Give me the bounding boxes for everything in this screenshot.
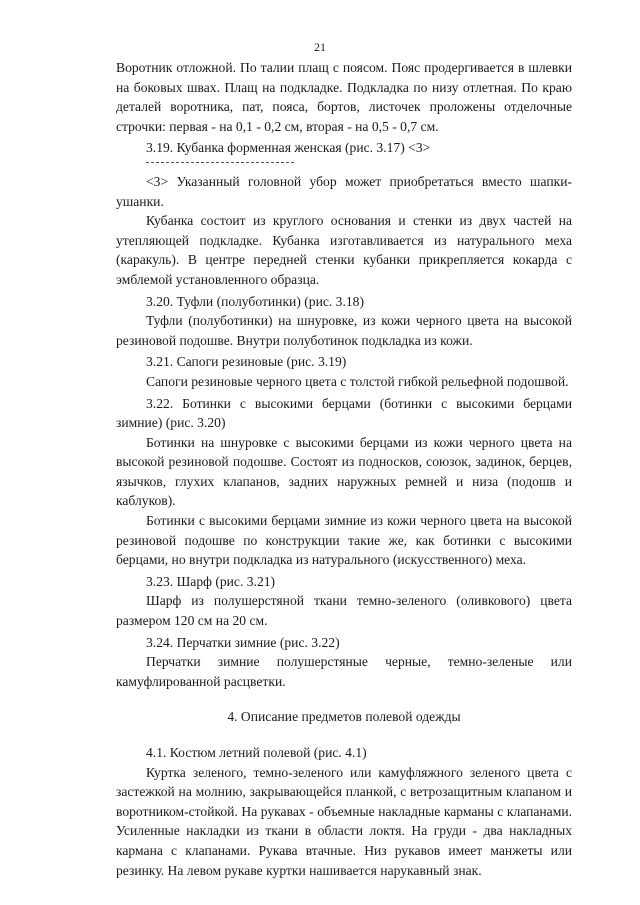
paragraph-3-20: Туфли (полуботинки) на шнуровке, из кожи черного цвета на высокой резиновой подошве. Внутри полуботинок подкладка из кожи. [116, 313, 572, 348]
document-body [116, 58, 572, 880]
heading-3-19: 3.19. Кубанка форменная женская (рис. 3.17) <3> [146, 140, 431, 156]
heading-3-21: 3.21. Сапоги резиновые (рис. 3.19) [146, 354, 347, 370]
paragraph-3-19: Кубанка состоит из круглого основания и стенки из двух частей на утепляющей подкладке. Кубанка изготавливается из натурального меха (каракуль). В центре передней стенки кубанки прикрепляется кокарда с эмблемой установленного образца. [116, 213, 572, 287]
paragraph-3-22-b: Ботинки с высокими берцами зимние из кожи черного цвета на высокой резиновой подошве по конструкции такие же, как ботинки с высокими берцами, но внутри подкладка из натурального (искусственного) меха. [116, 513, 572, 568]
heading-4-1: 4.1. Костюм летний полевой (рис. 4.1) [146, 745, 367, 760]
paragraph-3-22-a: Ботинки на шнуровке с высокими берцами из кожи черного цвета на высокой резиновой подошве. Состоят из подносков, союзок, задинок, берцев, язычков, глухих клапанов, задних наружных ремней и низа (подошв и каблуков). [116, 434, 572, 509]
paragraph-3-21: Сапоги резиновые черного цвета с толстой гибкой рельефной подошвой. [146, 373, 569, 389]
paragraph-coat-details: Воротник отложной. По талии плащ с поясом. Пояс продергивается в шлевки на боковых швах. Плащ на подкладке. Подкладка по низу отлетная. По краю деталей воротника, пат, пояса, бортов, листочек проложены отделочные строчки: первая - на 0,1 - 0,2 см, вторая - на 0,5 - 0,7 см. [116, 60, 572, 134]
heading-3-20: 3.20. Туфли (полуботинки) (рис. 3.18) [146, 293, 364, 309]
paragraph-3-24: Перчатки зимние полушерстяные черные, темно-зеленые или камуфлированной расцветки. [116, 654, 572, 689]
paragraph-3-23: Шарф из полушерстяной ткани темно-зеленого (оливкового) цвета размером 120 см на 20 см. [116, 593, 572, 629]
heading-3-24: 3.24. Перчатки зимние (рис. 3.22) [146, 634, 340, 650]
footnote-separator [116, 158, 572, 172]
heading-3-22: 3.22. Ботинки с высокими берцами (ботинки с высокими берцами зимние) (рис. 3.20) [116, 395, 572, 431]
page-number: 21 [314, 40, 326, 54]
footnote-3: <3> Указанный головной убор может приобретаться вместо шапки-ушанки. [116, 173, 572, 209]
heading-3-23: 3.23. Шарф (рис. 3.21) [146, 573, 276, 589]
section-4-title: 4. Описание предметов полевой одежды [227, 709, 461, 725]
paragraph-4-1: Куртка зеленого, темно-зеленого или камуфляжного зеленого цвета с застежкой на молнию, закрывающейся планкой, с ветрозащитным клапаном и воротником-стойкой. На рукавах - объемные накладные карманы с клапанами. Усиленные накладки из ткани в области локтя. На груди - два накладных кармана с клапанами. Рукава втачные. Низ рукавов имеет манжеты или резинку. На левом рукаве куртки нашивается нарукавный знак. [116, 764, 572, 878]
